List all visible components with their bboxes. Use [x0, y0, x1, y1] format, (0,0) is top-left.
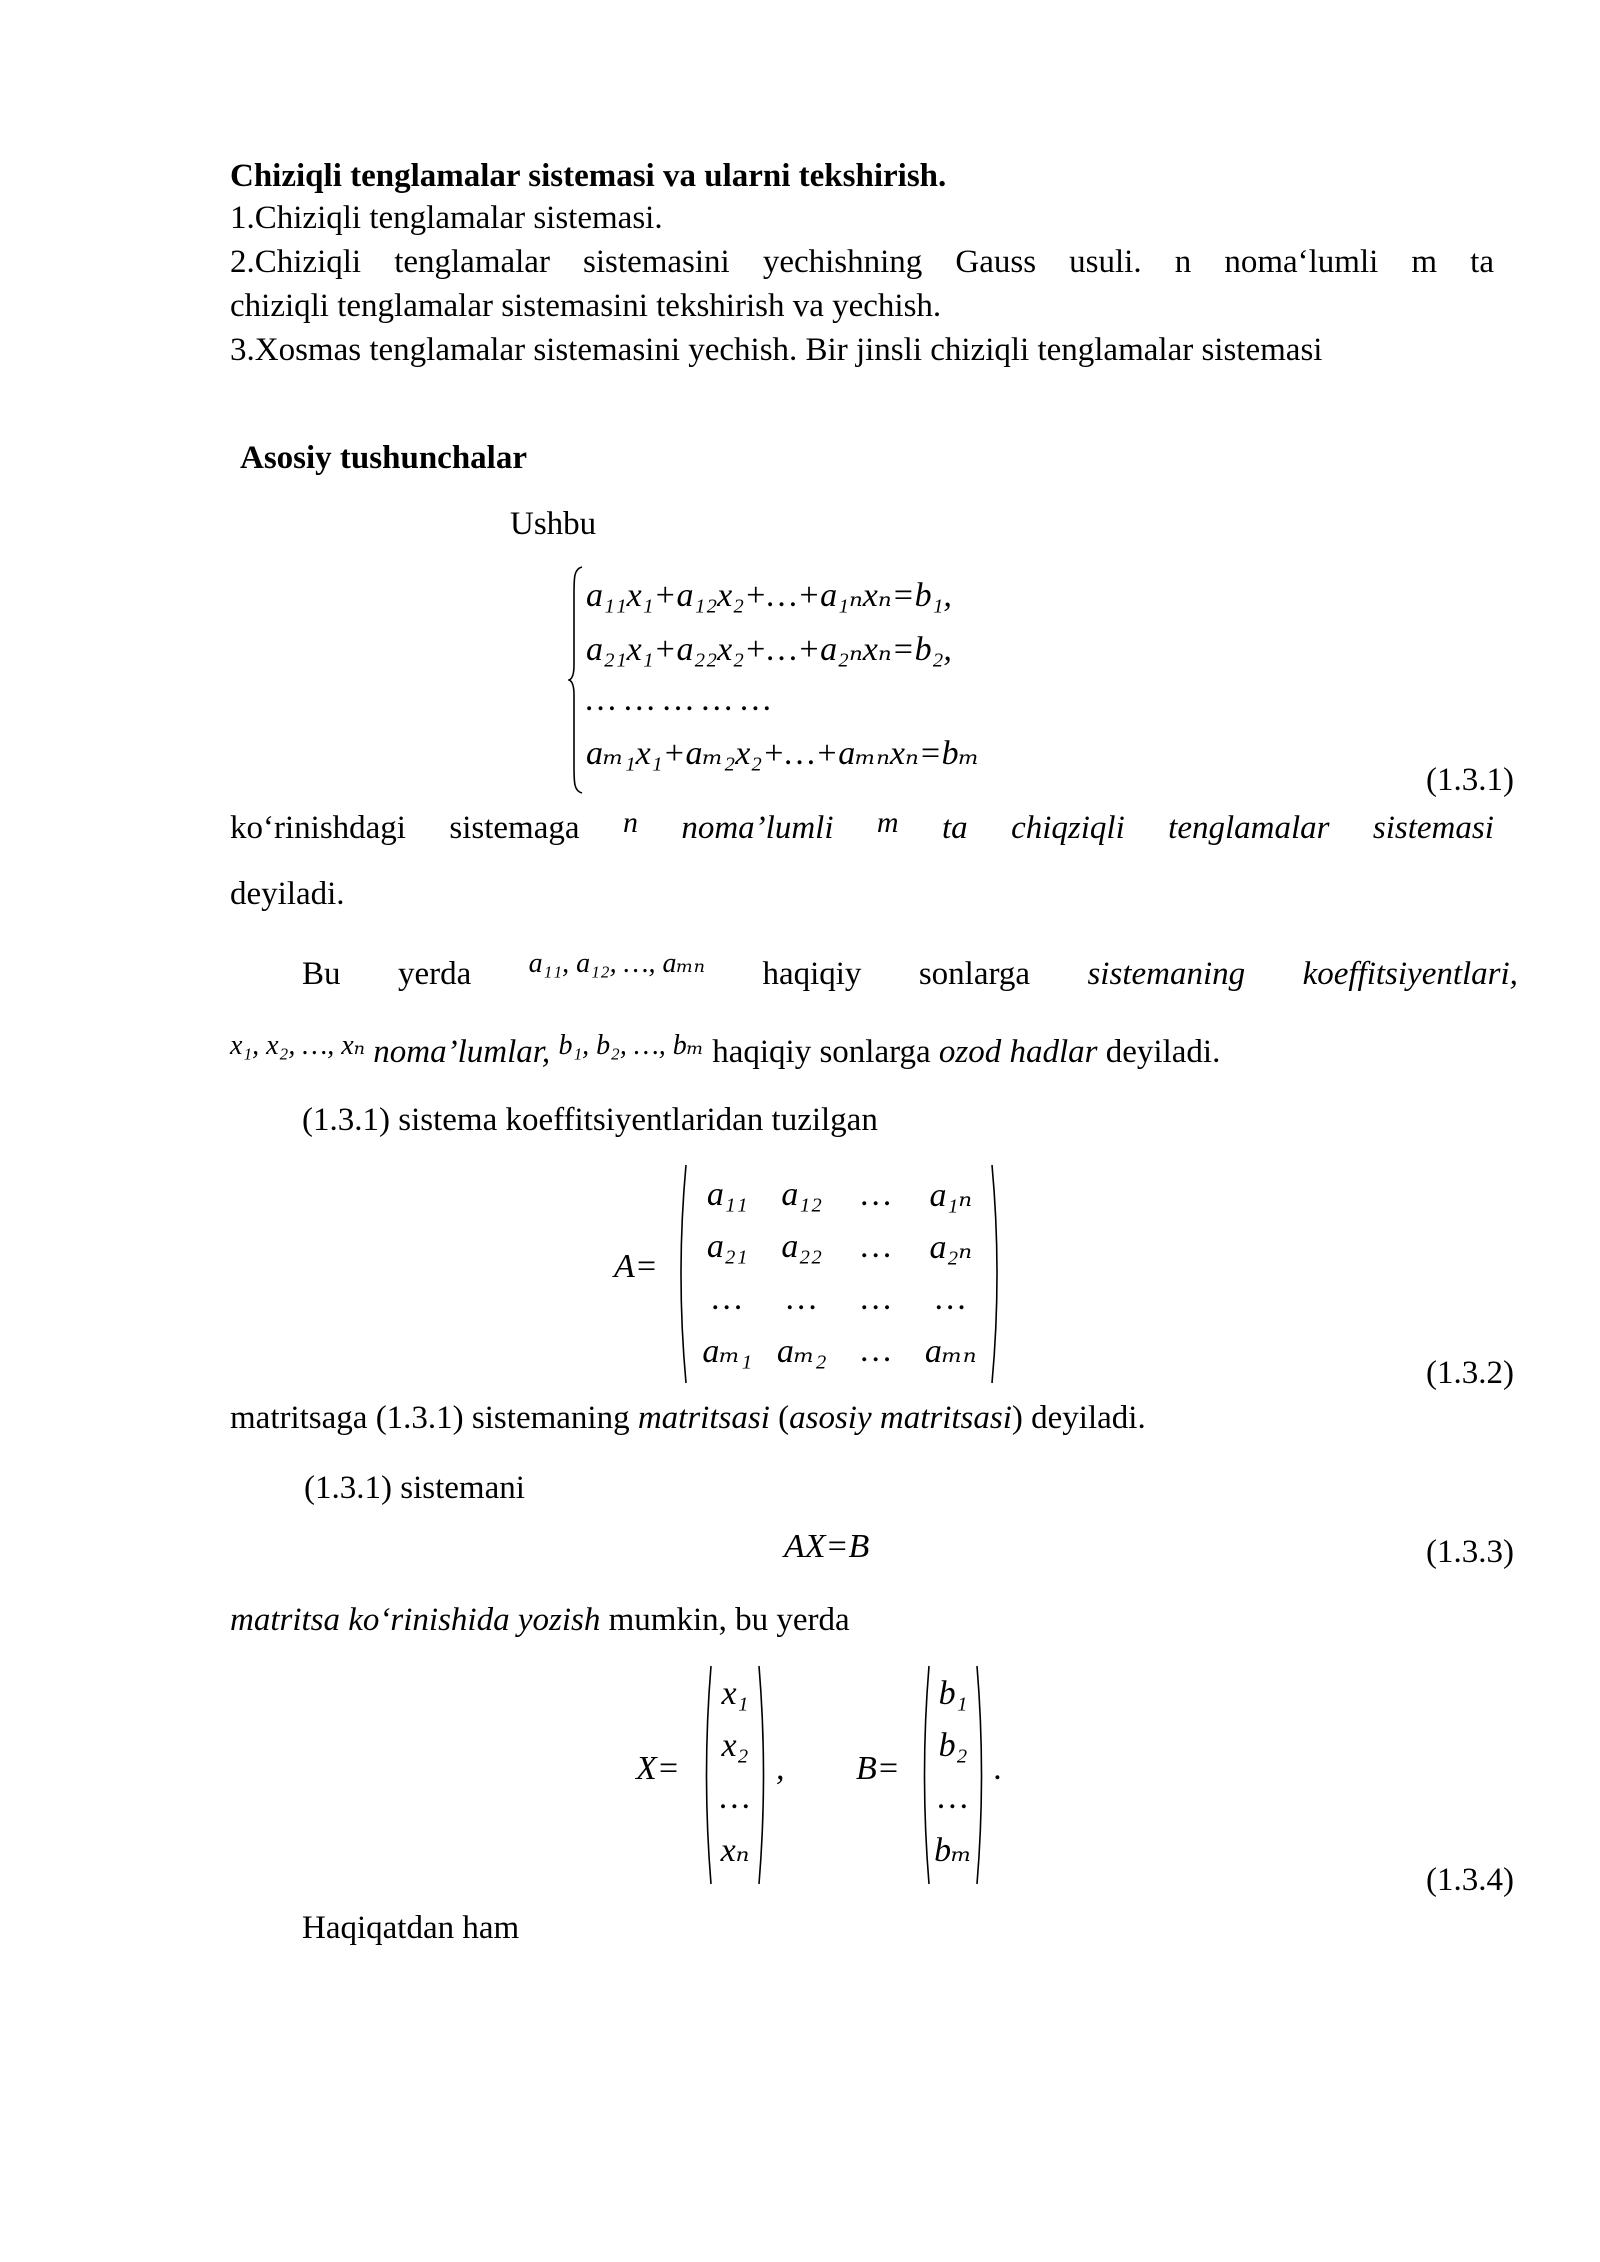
matrix-cell: aₘₙ: [924, 1333, 977, 1370]
equation-row-4: aₘ₁x₁+aₘ₂x₂+…+aₘₙxₙ=bₘ: [586, 735, 980, 772]
equation-row-2: a₂₁x₁+a₂₂x₂+…+a₂ₙxₙ=b₂,: [586, 631, 952, 668]
word: matritsasi: [637, 1400, 770, 1436]
topic-item-2-line-2: chiziqli tenglamalar sistemasini tekshirish va yechish.: [230, 288, 942, 324]
matrix-equation: AX=B: [784, 1528, 870, 1565]
vector-x: [700, 1664, 770, 1886]
equation-system: [568, 565, 1068, 795]
word: matritsa ko‘rinishida yozish: [230, 1602, 601, 1638]
word: sistemasi: [1372, 810, 1494, 846]
variable-n: n: [622, 806, 638, 839]
equation-row-3: … … … … …: [586, 681, 772, 718]
matrix-a: [674, 1163, 1004, 1385]
word: sistemaga: [449, 810, 580, 846]
word: chiqziqli: [1011, 810, 1125, 846]
matrix-cell: a₁₁: [706, 1176, 748, 1213]
word: asosiy matritsasi: [789, 1400, 1012, 1436]
word: Bu: [302, 956, 341, 992]
paragraph-7: Haqiqatdan ham: [302, 1910, 520, 1946]
topic-item-1: 1.Chiziqli tenglamalar sistemasi.: [230, 200, 663, 236]
paragraph-2-line-2: [230, 1032, 1220, 1074]
doc-title: Chiziqli tenglamalar sistemasi va ularni tekshirish.: [230, 158, 947, 194]
matrix-cell: aₘ₁: [702, 1333, 753, 1370]
word: (: [769, 1400, 790, 1436]
word: tenglamalar: [1168, 810, 1330, 846]
right-paren: [988, 1163, 1004, 1385]
free-terms-expression: b₁, b₂, …, bₘ: [558, 1030, 704, 1061]
comma: ,: [776, 1750, 785, 1787]
matrix-cell: a₂₁: [706, 1228, 748, 1265]
paragraph-1-line-2: deyiladi.: [230, 876, 345, 912]
word: mumkin, bu yerda: [600, 1602, 850, 1638]
paragraph-6: [230, 1600, 850, 1640]
topic-item-3: 3.Xosmas tenglamalar sistemasini yechish. Bir jinsli chiziqli tenglamalar sistemasi: [230, 332, 1323, 368]
paragraph-3: (1.3.1) sistema koeffitsiyentlaridan tuzilgan: [302, 1102, 878, 1138]
word: deyiladi.: [1097, 1034, 1221, 1070]
vector-cell: b₂: [938, 1727, 968, 1764]
vector-b-label: B=: [856, 1750, 900, 1787]
paragraph-4: [230, 1398, 1146, 1438]
left-brace: [568, 565, 588, 795]
vector-x-label: X=: [636, 1750, 680, 1787]
word: sistemaning: [1087, 956, 1246, 992]
matrix-cell: …: [861, 1228, 892, 1265]
vector-cell: x₂: [721, 1727, 749, 1764]
matrix-cell: a₂₂: [781, 1228, 823, 1265]
intro-word: Ushbu: [510, 506, 597, 542]
left-paren: [674, 1163, 690, 1385]
left-paren: [918, 1664, 932, 1886]
equation-number-1-3-1: (1.3.1): [1426, 762, 1514, 798]
matrix-cell: a₁ₙ: [929, 1177, 973, 1214]
word: haqiqiy: [762, 956, 862, 992]
vector-cell: …: [937, 1779, 969, 1816]
left-paren: [700, 1664, 714, 1886]
vector-cell: x₁: [721, 1675, 749, 1712]
word: ozod hadlar: [938, 1034, 1098, 1070]
word: matritsaga (1.3.1) sistemaning: [230, 1400, 638, 1436]
word: haqiqiy sonlarga: [703, 1034, 939, 1070]
equation-row-1: a₁₁x₁+a₁₂x₂+…+a₁ₙxₙ=b₁,: [586, 577, 952, 614]
matrix-a-grid: [690, 1169, 988, 1377]
paragraph-2-line-1: [302, 948, 1518, 996]
vector-cell: bₘ: [934, 1832, 972, 1869]
paragraph-5: (1.3.1) sistemani: [304, 1470, 525, 1506]
matrix-cell: aₘ₂: [776, 1333, 827, 1370]
matrix-a-label: A=: [614, 1248, 658, 1285]
matrix-cell: a₁₂: [781, 1176, 823, 1213]
word: noma’lumli: [681, 810, 834, 846]
word: noma’lumlar,: [365, 1034, 559, 1070]
matrix-cell: …: [861, 1280, 892, 1317]
topic-item-2-text: 2.Chiziqli tenglamalar sistemasini yechishning Gauss usuli. n noma‘lumli m ta: [230, 244, 1494, 280]
section-title: Asosiy tushunchalar: [240, 440, 527, 476]
equation-number-1-3-4: (1.3.4): [1426, 1862, 1514, 1898]
paragraph-1-line-1: [230, 808, 1494, 849]
equation-number-1-3-2: (1.3.2): [1426, 1355, 1514, 1391]
topic-item-2-line-1: [230, 242, 1494, 282]
matrix-cell: …: [861, 1176, 892, 1213]
matrix-cell: …: [861, 1332, 892, 1369]
period: .: [994, 1750, 1003, 1787]
word: ta: [942, 810, 968, 846]
word: yerda: [397, 956, 472, 992]
matrix-cell: …: [712, 1280, 743, 1317]
word: ) deyiladi.: [1011, 1400, 1146, 1436]
variable-m: m: [876, 806, 899, 839]
unknowns-expression: x₁, x₂, …, xₙ: [230, 1030, 365, 1061]
word: ko‘rinishdagi: [230, 810, 406, 846]
coefficients-expression: a₁₁, a₁₂, …, aₘₙ: [528, 948, 706, 979]
matrix-cell: a₂ₙ: [929, 1229, 973, 1266]
word: sonlarga: [918, 956, 1031, 992]
matrix-cell: …: [935, 1280, 966, 1317]
right-paren: [756, 1664, 770, 1886]
vector-cell: …: [719, 1779, 751, 1816]
vector-cell: b₁: [938, 1675, 968, 1712]
matrix-cell: …: [786, 1280, 817, 1317]
vector-b: [918, 1664, 988, 1886]
vector-cell: xₙ: [720, 1832, 750, 1869]
right-paren: [974, 1664, 988, 1886]
equation-number-1-3-3: (1.3.3): [1426, 1534, 1514, 1570]
word: koeffitsiyentlari,: [1302, 956, 1518, 992]
